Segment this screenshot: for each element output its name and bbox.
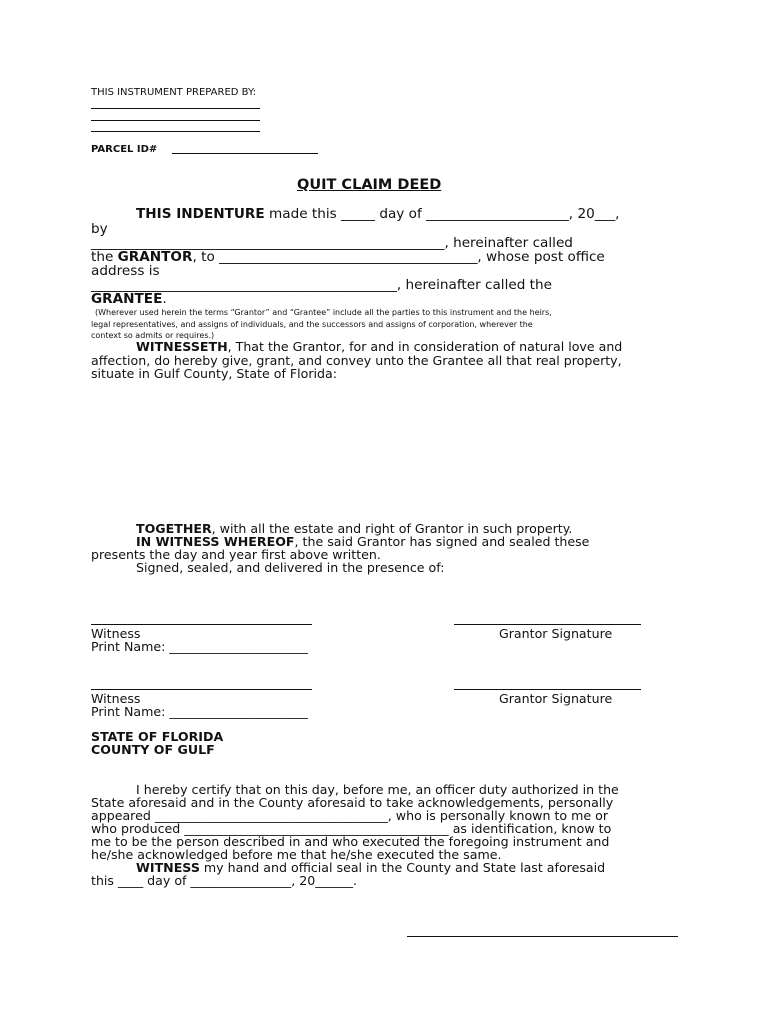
preparer-line-1[interactable] (91, 108, 260, 109)
in-witness-lead: IN WITNESS WHEREOF (136, 534, 295, 549)
together-text: , with all the estate and right of Grantor in such property. (211, 521, 573, 536)
grantee-label: GRANTEE (91, 291, 163, 307)
grantee-line (91, 291, 167, 307)
notary-witness-text: my hand and official seal in the County and State last aforesaid (199, 860, 606, 875)
notary-line-6: he/she acknowledged before me that he/she executed the same. (91, 847, 502, 862)
witness-label: Witness (91, 626, 141, 641)
grantor-signature-line[interactable] (454, 689, 641, 690)
notary-line-5: me to be the person described in and who executed the foregoing instrument and (91, 834, 610, 849)
grantor-label: GRANTOR (117, 249, 193, 265)
grantee-name-line: , to ______________________________________, whose post office (192, 249, 605, 265)
witnesseth-line-1 (136, 339, 622, 354)
grantor-name-line: ____________________________________________________, hereinafter called (91, 235, 573, 251)
witnesseth-text: , That the Grantor, for and in consideration of natural love and (227, 339, 623, 354)
indenture-text: made this _____ day of _____________________, 20___, (264, 206, 620, 222)
witness-signature-line[interactable] (91, 689, 312, 690)
preparer-line-3[interactable] (91, 131, 260, 132)
witnesseth-line-2: affection, do hereby give, grant, and convey unto the Grantee all that real property, (91, 353, 622, 368)
definitions-note-3: context so admits or requires.) (91, 331, 215, 340)
notary-line-3: appeared _____________________________________, who is personally known to me or (91, 808, 609, 823)
prepared-by-label: THIS INSTRUMENT PREPARED BY: (91, 87, 257, 98)
notary-line-1: I hereby certify that on this day, before me, an officer duty authorized in the (136, 782, 619, 797)
in-witness-text: , the said Grantor has signed and sealed these (294, 534, 590, 549)
grantee-period: . (162, 291, 167, 307)
grantor-signature-label: Grantor Signature (499, 626, 613, 641)
definitions-note-2: legal representatives, and assigns of individuals, and the successors and assigns of corporation, wherever the (91, 320, 533, 329)
witnesseth-lead: WITNESSETH (136, 339, 228, 354)
print-name-field[interactable]: Print Name: ______________________ (91, 639, 308, 654)
grantor-signature-line[interactable] (454, 624, 641, 625)
the-word: the (91, 249, 118, 265)
grantor-line (91, 249, 605, 265)
indenture-line-1 (136, 206, 619, 222)
parcel-id-line[interactable] (172, 153, 318, 154)
together-lead: TOGETHER (136, 521, 212, 536)
print-name-field[interactable]: Print Name: ______________________ (91, 704, 308, 719)
indenture-by: by (91, 221, 108, 237)
definitions-note-1: (Wherever used herein the terms “Grantor” and “Grantee” include all the parties to this instrument and the heirs, (95, 308, 552, 317)
witnesseth-line-3: situate in Gulf County, State of Florida: (91, 366, 337, 381)
notary-county: COUNTY OF GULF (91, 742, 215, 757)
in-witness-line-3: Signed, sealed, and delivered in the presence of: (136, 560, 445, 575)
notary-line-4: who produced __________________________________________ as identification, know to (91, 821, 612, 836)
document-title: QUIT CLAIM DEED (297, 177, 442, 193)
parcel-id-label: PARCEL ID# (91, 144, 158, 155)
grantor-signature-label: Grantor Signature (499, 691, 613, 706)
witness-signature-line[interactable] (91, 624, 312, 625)
notary-signature-line[interactable] (407, 936, 678, 937)
address-line: _____________________________________________, hereinafter called the (91, 277, 552, 293)
indenture-lead: THIS INDENTURE (136, 206, 265, 222)
in-witness-line-2: presents the day and year first above written. (91, 547, 381, 562)
witness-label: Witness (91, 691, 141, 706)
address-is: address is (91, 263, 160, 279)
notary-witness-lead: WITNESS (136, 860, 200, 875)
preparer-line-2[interactable] (91, 120, 260, 121)
notary-date-line: this ____ day of ________________, 20______. (91, 873, 358, 888)
notary-state: STATE OF FLORIDA (91, 729, 224, 744)
notary-line-2: State aforesaid and in the County aforesaid to take acknowledgements, personally (91, 795, 614, 810)
